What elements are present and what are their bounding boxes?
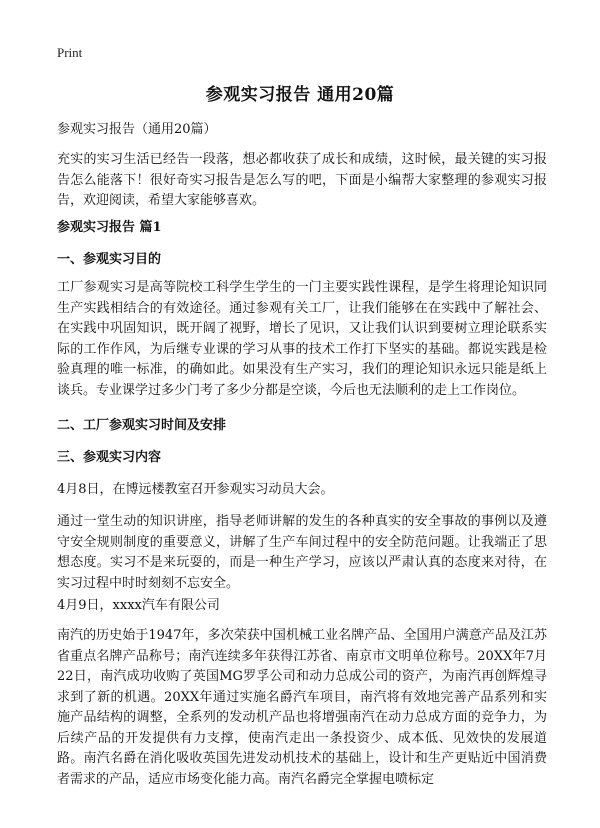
document-subtitle: 参观实习报告（通用20篇） [57,122,217,137]
article-heading: 参观实习报告 篇1 [57,220,162,235]
safety-paragraph: 通过一堂生动的知识讲座，指导老师讲解的发生的各种真实的安全事故的事例以及遵守安全规则制度的重要意义，讲解了生产车间过程中的安全防范问题。让我端正了思想态度。实习不是来玩耍的，而是一种生产学习，应该以严肃认真的态度来对待，在实习过程中时时刻刻不忘安全。 [57,514,547,591]
section1-paragraph: 工厂参观实习是高等院校工科学生学生的一门主要实践性课程，是学生将理论知识同生产实践相结合的有效途径。通过参观有关工厂，让我们能够在在实践中了解社会、在实践中巩固知识，既开阔了视野，增长了见识，又让我们认识到要树立理论联系实际的工作作风，为后继专业课的学习从事的技术工作打下坚实的基础。都说实践是检验真理的唯一标准，的确如此。如果没有生产实习，我们的理论知识永远只能是纸上谈兵。专业课学过多少门考了多少分都是空谈，今后也无法顺利的走上工作岗位。 [57,280,547,398]
apr9-paragraph: 4月9日，xxxx汽车有限公司 [57,598,220,613]
intro-paragraph: 充实的实习生活已经告一段落，想必都收获了成长和成绩，这时候，最关键的实习报告怎么能落下！很好奇实习报告是怎么写的吧，下面是小编帮大家整理的参观实习报告，欢迎阅读，希望大家能够喜欢。 [57,152,547,208]
section2-heading: 二、工厂参观实习时间及安排 [57,418,227,433]
section3-heading: 三、参观实习内容 [57,450,162,465]
nanqi-paragraph: 南汽的历史始于1947年，多次荣获中国机械工业名牌产品、全国用户满意产品及江苏省重点名牌产品称号；南汽连续多年获得江苏省、南京市文明单位称号。20XX年7月22日，南汽成功收购了英国MG罗孚公司和动力总成公司的资产，为南汽再创辉煌寻求到了新的机遇。20XX年通过实施名爵汽车项目，南汽将有效地完善产品系列和实施产品结构的调整，全系列的发动机产品也将增强南汽在动力总成方面的竞争力，为后续产品的开发提供有力支撑，使南汽走出一条投资少、成本低、见效快的发展道路。南汽名爵在消化吸收英国先进发动机技术的基础上，设计和生产更贴近中国消费者需求的产品，适应市场变化能力高。南汽名爵完全掌握电喷标定 [57,628,547,787]
apr8-paragraph: 4月8日，在博远楼教室召开参观实习动员大会。 [57,482,334,497]
section1-heading: 一、参观实习目的 [57,252,162,267]
print-link[interactable]: Print [57,45,83,60]
page-title: 参观实习报告 通用20篇 [205,85,395,105]
